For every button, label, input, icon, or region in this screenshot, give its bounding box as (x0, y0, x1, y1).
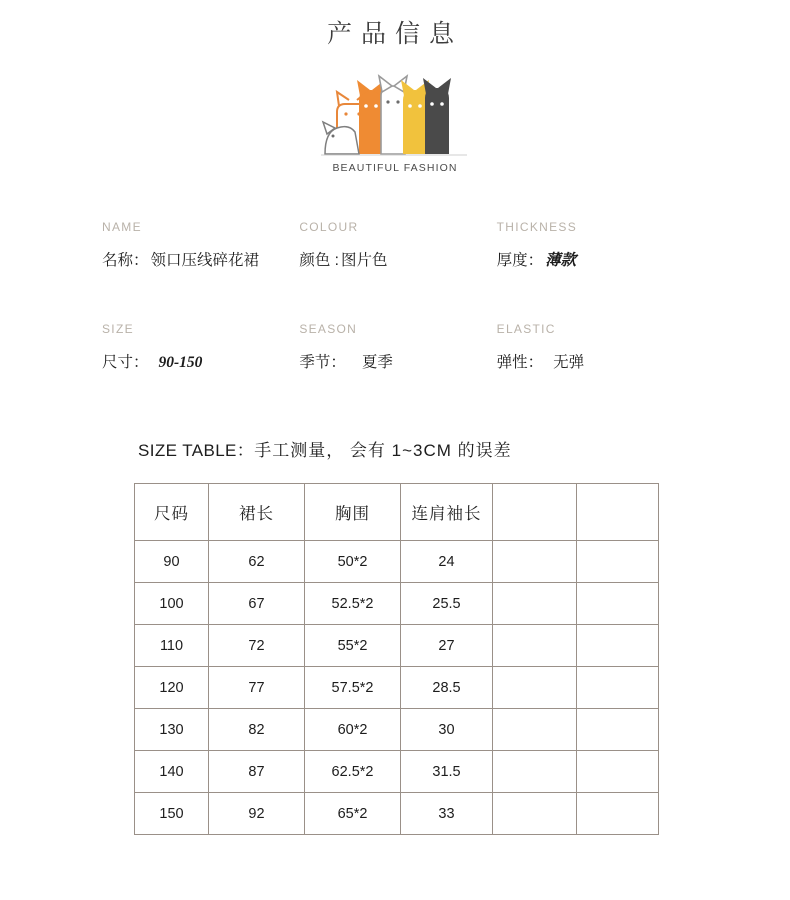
attribute-label-thickness: THICKNESS (496, 220, 578, 234)
attribute-thickness (497, 220, 694, 270)
table-cell (493, 709, 577, 751)
table-header-cell (577, 484, 659, 541)
size-table-heading-cn: 手工测量， 会有 1~3CM 的误差 (254, 441, 512, 460)
table-cell (577, 541, 659, 583)
table-row (135, 583, 659, 625)
attribute-value-name (102, 248, 299, 270)
table-cell (577, 751, 659, 793)
attribute-elastic (497, 322, 694, 372)
table-cell: 130 (135, 709, 209, 751)
table-header-cell: 连肩袖长 (401, 484, 493, 541)
attribute-text-size: 90-150 (158, 354, 203, 371)
attribute-key-season: 季节： (299, 354, 346, 371)
attribute-text-colour: 图片色 (340, 252, 388, 269)
attribute-value-season (299, 350, 496, 372)
table-cell: 90 (135, 541, 209, 583)
table-cell: 92 (209, 793, 305, 835)
table-cell (577, 709, 659, 751)
attribute-label-size: SIZE (102, 322, 134, 336)
table-row (135, 751, 659, 793)
table-cell: 87 (209, 751, 305, 793)
table-cell: 27 (401, 625, 493, 667)
table-cell: 25.5 (401, 583, 493, 625)
attribute-value-colour (299, 248, 496, 270)
table-header-row (135, 484, 659, 541)
attribute-value-size (102, 350, 299, 372)
attribute-name (102, 220, 299, 270)
table-row (135, 793, 659, 835)
table-row (135, 667, 659, 709)
attribute-key-size: 尺寸： (102, 354, 149, 371)
cats-logo-icon (315, 66, 475, 158)
table-row (135, 541, 659, 583)
attribute-value-elastic (497, 350, 694, 372)
table-cell: 110 (135, 625, 209, 667)
attribute-key-elastic: 弹性： (496, 354, 544, 371)
size-table (134, 483, 659, 835)
size-table-heading-en: SIZE TABLE： (138, 441, 255, 460)
attribute-label-elastic: ELASTIC (496, 322, 556, 336)
table-cell (493, 583, 577, 625)
size-table-body (135, 484, 659, 835)
table-cell (577, 583, 659, 625)
table-cell: 100 (135, 583, 209, 625)
attribute-key-colour: 颜色 : (299, 252, 339, 269)
table-cell: 62.5*2 (305, 751, 401, 793)
attribute-season (299, 322, 496, 372)
table-cell: 72 (209, 625, 305, 667)
table-header-cell: 裙长 (209, 484, 305, 541)
attribute-colour (299, 220, 496, 270)
attribute-label-season: SEASON (299, 322, 358, 336)
table-cell (493, 541, 577, 583)
brand-logo (315, 66, 475, 174)
table-cell: 24 (401, 541, 493, 583)
attribute-label-colour: COLOUR (299, 220, 359, 234)
table-cell: 30 (401, 709, 493, 751)
attribute-key-thickness: 厚度： (496, 252, 544, 269)
table-row (135, 625, 659, 667)
table-cell: 62 (209, 541, 305, 583)
attribute-text-season: 夏季 (361, 354, 393, 371)
table-cell: 31.5 (401, 751, 493, 793)
table-cell: 67 (209, 583, 305, 625)
table-cell (577, 793, 659, 835)
attribute-text-name: 领口压线碎花裙 (150, 252, 260, 269)
attribute-size (102, 322, 299, 372)
page-title: 产品信息 (326, 21, 463, 48)
logo-caption: BEAUTIFUL FASHION (332, 162, 458, 174)
table-header-cell: 尺码 (135, 484, 209, 541)
table-cell (493, 793, 577, 835)
table-cell (577, 625, 659, 667)
attribute-key-name: 名称： (102, 252, 149, 269)
attribute-label-name: NAME (102, 220, 142, 234)
table-cell: 55*2 (305, 625, 401, 667)
attribute-value-thickness (497, 248, 694, 270)
table-cell: 50*2 (305, 541, 401, 583)
table-cell: 65*2 (305, 793, 401, 835)
attribute-text-thickness: 薄款 (545, 252, 577, 269)
table-row (135, 709, 659, 751)
table-header-cell: 胸围 (305, 484, 401, 541)
table-cell (577, 667, 659, 709)
table-cell (493, 667, 577, 709)
attribute-text-elastic: 无弹 (553, 354, 585, 371)
size-table-heading (138, 436, 790, 461)
table-header-cell (493, 484, 577, 541)
table-cell: 52.5*2 (305, 583, 401, 625)
table-cell (493, 751, 577, 793)
table-cell: 120 (135, 667, 209, 709)
table-cell: 82 (209, 709, 305, 751)
table-cell: 60*2 (305, 709, 401, 751)
table-cell: 33 (401, 793, 493, 835)
table-cell: 77 (209, 667, 305, 709)
table-cell: 28.5 (401, 667, 493, 709)
table-cell (493, 625, 577, 667)
table-cell: 150 (135, 793, 209, 835)
table-cell: 140 (135, 751, 209, 793)
product-attributes (0, 220, 790, 372)
table-cell: 57.5*2 (305, 667, 401, 709)
